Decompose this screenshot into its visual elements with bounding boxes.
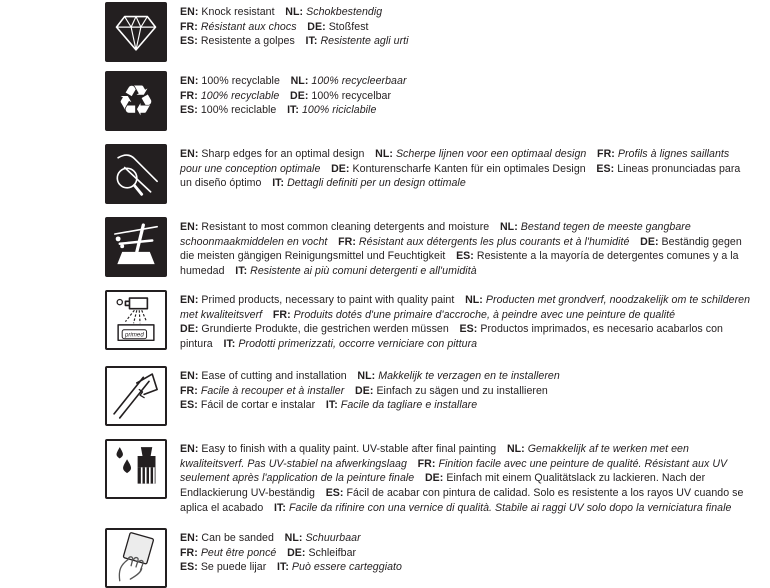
language-label: FR:	[180, 20, 198, 33]
feature-text: Resistente a golpes	[200, 35, 295, 48]
feature-text: Facile da tagliare e installare	[340, 399, 478, 412]
language-label: DE:	[290, 89, 309, 102]
language-label: NL:	[465, 294, 483, 306]
feature-text: 100% recyclable	[201, 75, 280, 87]
feature-text: Resistant to most common cleaning detergents and moisture	[201, 221, 490, 233]
language-label: IT:	[325, 399, 338, 412]
feature-text: Bestand tegen de meeste gangbare schoonmaakmiddelen en vocht	[180, 221, 691, 248]
language-label: EN:	[180, 532, 199, 544]
language-label: NL:	[357, 370, 376, 382]
feature-text: 100% recycleerbaar	[311, 75, 407, 87]
feature-description	[180, 71, 752, 118]
language-label: DE:	[355, 384, 374, 397]
language-label: ES:	[180, 561, 198, 574]
feature-row	[105, 290, 770, 366]
feature-text: Facile à recouper et à installer	[200, 384, 345, 397]
paint-drops-brush-icon	[109, 443, 163, 495]
language-label: IT:	[287, 104, 299, 117]
language-label: DE:	[287, 546, 306, 559]
language-label: ES:	[180, 35, 198, 48]
feature-text: 100% recycelbar	[311, 89, 392, 102]
feature-text: Productos imprimados, es necesario acabarlos con pintura	[180, 323, 723, 351]
feature-text: Prodotti primerizzati, occorre verniciare con pittura	[238, 338, 478, 351]
feature-text: Facile da rifinire con una vernice di qualità. Stabile ai raggi UV solo dopo la verniciatura finale	[288, 501, 732, 514]
language-label: IT:	[223, 338, 236, 351]
language-label: ES:	[596, 162, 615, 175]
language-label: NL:	[506, 443, 525, 455]
feature-description	[180, 2, 752, 49]
feature-text: Profils à lignes saillants pour une conception optimale	[180, 148, 730, 175]
language-label: NL:	[290, 75, 309, 87]
language-label: EN:	[180, 6, 199, 18]
feature-text: Einfach mit einem Qualitätslack zu lackieren. Nach der Endlackierung UV-beständig	[180, 472, 706, 500]
feature-text: Fácil de cortar e instalar	[200, 399, 316, 412]
language-label: EN:	[180, 370, 199, 382]
feature-text: Peut être poncé	[200, 546, 277, 559]
feature-text: Dettagli definiti per un design ottimale	[287, 177, 466, 190]
language-label: NL:	[499, 221, 518, 233]
language-label: IT:	[272, 177, 285, 190]
feature-text: Résistant aux chocs	[200, 20, 297, 33]
feature-text: Sharp edges for an optimal design	[201, 148, 365, 160]
language-label: EN:	[180, 148, 199, 160]
language-label: EN:	[180, 221, 199, 233]
feature-text: Produits dotés d'une primaire d'accroche, à peindre avec une peinture de qualité	[293, 308, 676, 321]
feature-text: Scherpe lijnen voor een optimaal design	[395, 148, 587, 160]
primed-label: primed	[124, 331, 144, 339]
feature-text: Grundierte Produkte, die gestrichen werden müssen	[201, 323, 449, 336]
feature-row	[105, 144, 770, 217]
language-label: NL:	[375, 148, 393, 160]
feature-text: Beständig gegen die meisten gängigen Reinigungsmittel und Feuchtigkeit	[180, 235, 742, 263]
diamond-icon	[109, 6, 163, 58]
feature-description	[180, 528, 752, 575]
feature-text: Se puede lijar	[200, 561, 267, 574]
recycle-icon	[105, 71, 167, 131]
language-label: FR:	[597, 148, 615, 160]
feature-text: Finition facile avec une peinture de qualité. Résistant aux UV seulement après l'application de la peinture finale	[180, 457, 728, 485]
language-label: DE:	[424, 472, 444, 485]
feature-text: Schokbestendig	[306, 6, 383, 18]
feature-text: Schleifbar	[308, 546, 357, 559]
feature-text: Ease of cutting and installation	[201, 370, 347, 382]
cutting-saw-icon	[109, 370, 163, 422]
diamond-icon	[105, 2, 167, 62]
feature-text: Résistant aux détergents les plus courants et à l'humidité	[358, 235, 630, 248]
language-label: ES:	[325, 487, 344, 500]
feature-row	[105, 2, 770, 71]
feature-text: Can be sanded	[201, 532, 274, 544]
sanding-hand-icon	[109, 532, 163, 584]
feature-text: Fácil de acabar con pintura de calidad. Solo es resistente a los rayos UV cuando se aplica el acabado	[180, 487, 744, 514]
feature-text: Resistente agli urti	[320, 35, 409, 48]
paint-drops-brush-icon	[105, 439, 167, 499]
language-label: FR:	[180, 384, 198, 397]
feature-text: 100% riciclabile	[301, 104, 377, 117]
feature-row	[105, 217, 770, 290]
feature-row	[105, 528, 770, 588]
primer-spray-icon	[105, 290, 167, 350]
feature-description	[180, 439, 752, 516]
feature-text: Producten met grondverf, noodzakelijk om te schilderen met kwaliteitsverf	[180, 294, 751, 321]
feature-text: Può essere carteggiato	[291, 561, 402, 574]
feature-text: Knock resistant	[201, 6, 275, 18]
language-label: EN:	[180, 294, 199, 306]
feature-text: Gemakkelijk af te werken met een kwaliteitsverf. Pas UV-stabiel na afwerkingslaag	[180, 443, 689, 470]
feature-description	[180, 290, 752, 352]
recycle-icon: ♻	[117, 76, 155, 125]
language-label: DE:	[180, 323, 199, 336]
language-label: FR:	[338, 235, 356, 248]
feature-text: Makkelijk te verzagen en te installeren	[378, 370, 560, 382]
language-label: DE:	[307, 20, 326, 33]
language-label: NL:	[284, 532, 303, 544]
language-label: IT:	[305, 35, 318, 48]
language-label: IT:	[277, 561, 289, 574]
feature-text: Easy to finish with a quality paint. UV-stable after final painting	[201, 443, 497, 455]
language-label: FR:	[180, 89, 198, 102]
sharp-edges-icon	[105, 144, 167, 204]
language-label: ES:	[459, 323, 478, 336]
feature-text: Resistente ai più comuni detergenti e all'umidità	[250, 265, 477, 278]
language-label: FR:	[417, 457, 436, 470]
sanding-hand-icon	[105, 528, 167, 588]
language-label: DE:	[640, 235, 659, 248]
language-label: FR:	[180, 546, 198, 559]
feature-description	[180, 144, 752, 191]
feature-text: Stoßfest	[328, 20, 369, 33]
language-label: FR:	[272, 308, 291, 321]
feature-row	[105, 71, 770, 144]
feature-text: Primed products, necessary to paint with quality paint	[201, 294, 455, 306]
feature-description	[180, 217, 752, 279]
mop-icon	[105, 217, 167, 277]
language-label: EN:	[180, 443, 199, 455]
language-label: DE:	[331, 162, 350, 175]
feature-text: Lineas pronunciadas para un diseño óptimo	[180, 162, 741, 190]
language-label: IT:	[235, 265, 248, 278]
feature-text: 100% recyclable	[200, 89, 280, 102]
feature-text: 100% reciclable	[200, 104, 277, 117]
cutting-saw-icon	[105, 366, 167, 426]
language-label: NL:	[285, 6, 304, 18]
sharp-edges-icon	[109, 148, 163, 200]
mop-icon	[109, 221, 163, 273]
feature-row	[105, 439, 770, 528]
language-label: ES:	[456, 250, 474, 263]
feature-text: Resistente a la mayoría de detergentes comunes y a la humedad	[180, 250, 739, 278]
feature-text: Konturenscharfe Kanten für ein optimales Design	[352, 162, 586, 175]
language-label: IT:	[274, 501, 286, 514]
feature-text: Schuurbaar	[305, 532, 361, 544]
language-label: ES:	[180, 399, 198, 412]
feature-description	[180, 366, 752, 413]
feature-text: Einfach zu sägen und zu installieren	[376, 384, 548, 397]
feature-row	[105, 366, 770, 439]
language-label: ES:	[180, 104, 198, 117]
language-label: EN:	[180, 75, 199, 87]
primer-spray-icon	[109, 294, 163, 346]
